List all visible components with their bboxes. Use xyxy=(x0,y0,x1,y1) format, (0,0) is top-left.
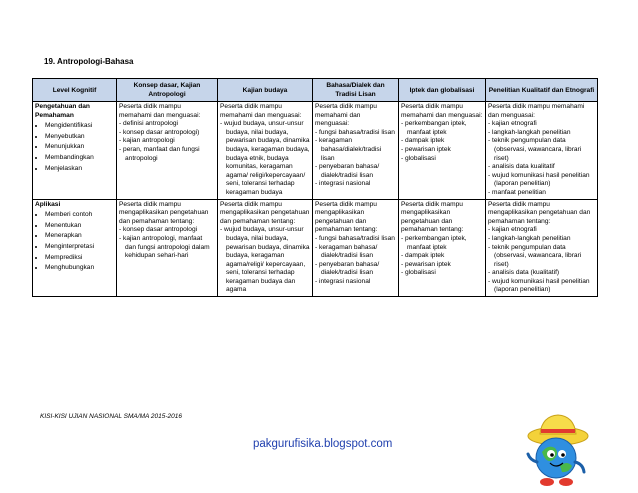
cell-item: - keragaman bahasa/ dialek/tradisi lisan xyxy=(315,243,378,260)
level-item: • Menunjukkan xyxy=(45,142,114,153)
cell-intro: Peserta didik mampu mengaplikasikan pengetahuan dan pemahaman tentang: xyxy=(315,200,378,234)
konsep-dasar-cell xyxy=(117,102,218,200)
cell-items-list xyxy=(401,235,483,278)
cell-item: - konsep dasar antropologi xyxy=(119,226,198,234)
footer-note: KISI-KISI UJIAN NASIONAL SMA/MA 2015-2016 xyxy=(40,413,182,420)
penelitian-cell xyxy=(486,102,598,200)
cell-item: - kajian antropologi xyxy=(119,137,175,145)
header-level-kognitif: Level Kognitif xyxy=(33,79,117,102)
cell-item: - wujud komunikasi hasil penelitian (laporan penelitian) xyxy=(488,171,590,188)
bahasa-dialek-cell xyxy=(313,102,399,200)
cell-items-list xyxy=(119,226,215,260)
cell-item: - integrasi nasional xyxy=(315,277,371,285)
cell-items-list xyxy=(315,129,396,189)
section-title: 19. Antropologi-Bahasa xyxy=(44,57,134,66)
cell-item: - perkembangan iptek, manfaat iptek xyxy=(401,120,467,136)
level-items-list xyxy=(35,210,114,274)
konsep-dasar-cell xyxy=(117,199,218,297)
cell-intro: Peserta didik mampu mengaplikasikan pengetahuan dan pemahaman tentang: xyxy=(401,200,464,234)
cell-item: - integrasi nasional xyxy=(315,180,371,188)
level-item: • Menghubungkan xyxy=(45,263,114,274)
cell-item: - langkah-langkah penelitian xyxy=(488,234,571,242)
level-item: • Menentukan xyxy=(45,221,114,232)
cell-item: - teknik pengumpulan data (observasi, wawancara, librari riset) xyxy=(488,137,582,162)
cell-item: - fungsi bahasa/tradisi lisan xyxy=(315,128,395,136)
cell-intro: Peserta didik mampu mengaplikasikan pengetahuan dan pemahaman tentang: xyxy=(488,200,591,225)
cell-intro: Peserta didik mampu memahami dan menguasai: xyxy=(401,103,483,119)
cell-item: - peran, manfaat dan fungsi antropologi xyxy=(119,145,200,162)
cell-items-list xyxy=(220,226,310,295)
header-kajian-budaya: Kajian budaya xyxy=(218,79,313,102)
cell-intro: Peserta didik mampu mengaplikasikan pengetahuan dan pemahaman tentang: xyxy=(119,200,209,225)
cell-intro: Peserta didik mampu memahami dan menguasai: xyxy=(220,103,302,119)
cell-item: - kajian antropologi, manfaat dan fungsi antropologi dalam kehidupan sehari-hari xyxy=(119,234,210,260)
cell-items-list xyxy=(220,120,310,197)
cell-item: - globalisasi xyxy=(401,269,436,277)
cell-item: - perkembangan iptek, manfaat iptek xyxy=(401,234,467,251)
cell-items-list xyxy=(488,226,595,295)
header-iptek: Iptek dan globalisasi xyxy=(399,79,486,102)
cell-items-list xyxy=(315,235,396,287)
level-item: • Memberi contoh xyxy=(45,210,114,221)
cell-item: - wujud budaya, unsur-unsur budaya, nilai budaya, pewarisan budaya, dinamika budaya, keragaman budaya, budaya etnik, budaya komunitas, keragaman agama/ religi/kepercayaan/ seni, toleransi terhadap keragaman budaya xyxy=(220,120,310,196)
level-title: Pengetahuan dan Pemahaman xyxy=(35,103,90,119)
cell-item: - teknik pengumpulan data (observasi, wawancara, librari riset) xyxy=(488,243,582,268)
cell-item: - dampak iptek xyxy=(401,252,445,260)
level-title: Aplikasi xyxy=(35,200,61,208)
header-konsep-dasar: Konsep dasar, Kajian Antropologi xyxy=(117,79,218,102)
level-item: • Memprediksi xyxy=(45,253,114,264)
level-item: • Mengidentifikasi xyxy=(45,121,114,132)
cell-item: - fungsi bahasa/tradisi lisan xyxy=(315,234,395,242)
cell-item: - wujud budaya, unsur-unsur budaya, nilai budaya, pewarisan budaya, dinamika budaya, keragaman agama/religi/ kepercayaan, seni, toleransi terhadap keragaman budaya dan agama xyxy=(220,226,310,294)
cell-item: - penyebaran bahasa/ dialek/tradisi lisan xyxy=(315,163,380,179)
cell-item: - langkah-langkah penelitian xyxy=(488,128,571,136)
cell-item: - keragaman bahasa/dialek/tradisi lisan xyxy=(315,137,382,162)
iptek-cell xyxy=(399,102,486,200)
level-item: • Menerapkan xyxy=(45,231,114,242)
level-kognitif-cell xyxy=(33,102,117,200)
cell-item: - kajian etnografi xyxy=(488,226,537,234)
cell-item: - penyebaran bahasa/ dialek/tradisi lisan xyxy=(315,260,380,277)
cell-item: - pewarisan iptek xyxy=(401,260,451,268)
level-item: • Menginterpretasi xyxy=(45,242,114,253)
globe-mascot-icon xyxy=(522,410,590,490)
cell-items-list xyxy=(401,120,483,163)
cell-intro: Peserta didik mampu memahami dan menguasai: xyxy=(488,103,585,119)
kajian-budaya-cell xyxy=(218,102,313,200)
blog-link[interactable]: pakgurufisika.blogspot.com xyxy=(253,438,393,450)
cell-items-list xyxy=(119,120,215,163)
cell-intro: Peserta didik mampu memahami dan menguasai: xyxy=(119,103,201,119)
iptek-cell xyxy=(399,199,486,297)
table-header-row xyxy=(33,79,598,102)
cell-item: - konsep dasar antropologi) xyxy=(119,128,200,136)
cell-intro: Peserta didik mampu mengaplikasikan pengetahuan dan pemahaman tentang: xyxy=(220,200,310,225)
cell-item: - analisis data (kualitatif) xyxy=(488,269,560,277)
level-item: • Menyebutkan xyxy=(45,132,114,143)
cell-items-list xyxy=(488,120,595,197)
kajian-budaya-cell xyxy=(218,199,313,297)
level-items-list xyxy=(35,121,114,174)
table-row xyxy=(33,199,598,297)
cell-item: - pewarisan iptek xyxy=(401,145,451,153)
cell-intro: Peserta didik mampu memahami dan menguasai: xyxy=(315,103,377,128)
level-kognitif-cell xyxy=(33,199,117,297)
cell-item: - definisi antropologi xyxy=(119,120,179,128)
header-bahasa-dialek: Bahasa/Dialek dan Tradisi Lisan xyxy=(313,79,399,102)
cell-item: - globalisasi xyxy=(401,154,436,162)
level-item: • Menjelaskan xyxy=(45,164,114,175)
level-item: • Membandingkan xyxy=(45,153,114,164)
penelitian-cell xyxy=(486,199,598,297)
header-penelitian: Penelitian Kualitatif dan Etnografi xyxy=(486,79,598,102)
cell-item: - analisis data kualitatif xyxy=(488,163,555,171)
table-row xyxy=(33,102,598,200)
cell-item: - kajian etnografi xyxy=(488,120,537,128)
cell-item: - wujud komunikasi hasil penelitian (laporan penelitian) xyxy=(488,277,590,294)
bahasa-dialek-cell xyxy=(313,199,399,297)
kisi-kisi-table xyxy=(32,78,598,297)
cell-item: - dampak iptek xyxy=(401,137,445,145)
cell-item: - manfaat penelitian xyxy=(488,188,546,196)
